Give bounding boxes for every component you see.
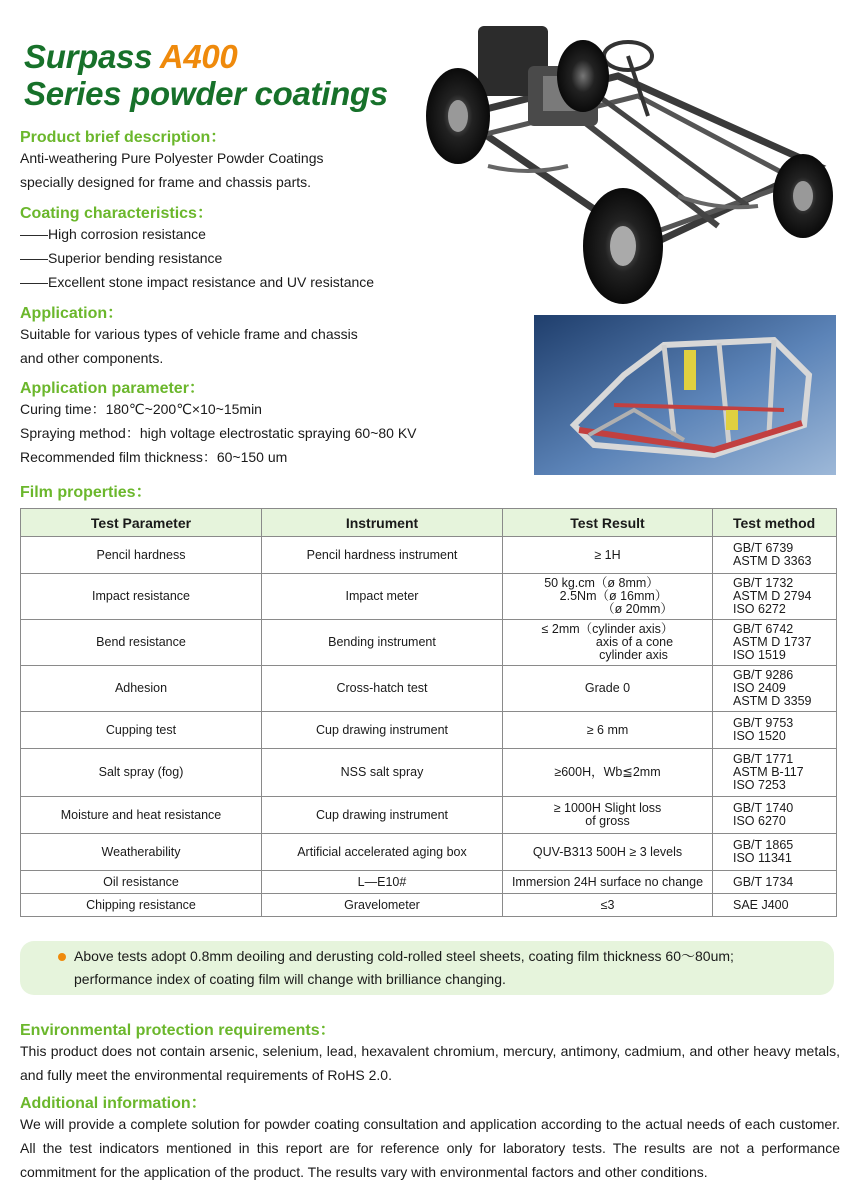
characteristic-item: ——Excellent stone impact resistance and UV resistance	[20, 274, 375, 290]
column-header: Test Parameter	[21, 509, 262, 537]
cell-instrument: Gravelometer	[262, 894, 503, 917]
brief-heading: Product brief description：	[20, 129, 227, 146]
title-model: A400	[159, 38, 238, 75]
cell-instrument: Impact meter	[262, 574, 503, 620]
environment-heading: Environmental protection requirements：	[20, 1022, 336, 1039]
cell-instrument: Cup drawing instrument	[262, 712, 503, 749]
brief-line: specially designed for frame and chassis parts.	[20, 174, 312, 190]
additional-text: We will provide a complete solution for powder coating consultation and application according to the actual needs of each customer. All the test indicators mentioned in this report are for reference only for laboratory tests. The results are not a performance commitment for the application of the product. The results vary with environmental factors and other conditions.	[20, 1116, 840, 1180]
column-header: Test Result	[503, 509, 713, 537]
table-row	[21, 894, 837, 917]
cell-instrument: Artificial accelerated aging box	[262, 834, 503, 871]
characteristic-item: ——Superior bending resistance	[20, 250, 223, 266]
cell-method: GB/T 1740 ISO 6270	[713, 797, 837, 834]
film-heading: Film properties：	[20, 484, 152, 501]
column-header: Instrument	[262, 509, 503, 537]
cell-result: ≥600H，Wb≦2mm	[503, 749, 713, 797]
cell-method: GB/T 1732 ASTM D 2794 ISO 6272	[713, 574, 837, 620]
cell-param: Weatherability	[21, 834, 262, 871]
parameters-text	[20, 397, 417, 469]
brief-text	[20, 146, 324, 194]
cell-instrument: Cup drawing instrument	[262, 797, 503, 834]
cell-instrument: NSS salt spray	[262, 749, 503, 797]
cell-method: GB/T 6739 ASTM D 3363	[713, 537, 837, 574]
test-note-box	[20, 941, 834, 995]
cell-result: ≤3	[503, 894, 713, 917]
bullet-icon	[58, 953, 66, 961]
application-text	[20, 322, 358, 370]
parameters-heading: Application parameter：	[20, 380, 205, 397]
table-row	[21, 537, 837, 574]
application-line: Suitable for various types of vehicle frame and chassis	[20, 326, 358, 342]
table-row	[21, 574, 837, 620]
page-title	[24, 38, 388, 112]
cell-method: GB/T 1734	[713, 871, 837, 894]
cell-result: 50 kg.cm（ø 8mm） 2.5Nm（ø 16mm） （ø 20mm）	[503, 574, 713, 620]
note-line: Above tests adopt 0.8mm deoiling and derusting cold-rolled steel sheets, coating film thickness 60～80um;	[74, 948, 734, 964]
film-properties-table	[20, 508, 837, 917]
cell-method: GB/T 1865 ISO 11341	[713, 834, 837, 871]
application-line: and other components.	[20, 350, 164, 366]
table-row	[21, 834, 837, 871]
cell-instrument: L—E10#	[262, 871, 503, 894]
cell-result: ≥ 6 mm	[503, 712, 713, 749]
cell-instrument: Pencil hardness instrument	[262, 537, 503, 574]
cell-method: GB/T 6742 ASTM D 1737 ISO 1519	[713, 620, 837, 666]
application-heading: Application：	[20, 305, 124, 322]
environment-text: This product does not contain arsenic, selenium, lead, hexavalent chromium, mercury, antimony, cadmium, and other heavy metals, and fully meet the environmental requirements of RoHS 2.0.	[20, 1043, 840, 1083]
cell-result: ≥ 1000H Slight loss of gross	[503, 797, 713, 834]
cell-instrument: Cross-hatch test	[262, 666, 503, 712]
cell-method: SAE J400	[713, 894, 837, 917]
cell-param: Chipping resistance	[21, 894, 262, 917]
cell-param: Impact resistance	[21, 574, 262, 620]
note-line: performance index of coating film will change with brilliance changing.	[74, 971, 506, 987]
cell-result: Immersion 24H surface no change	[503, 871, 713, 894]
parameter-line: Recommended film thickness：60~150 um	[20, 449, 288, 465]
cell-param: Oil resistance	[21, 871, 262, 894]
cell-method: GB/T 9286 ISO 2409 ASTM D 3359	[713, 666, 837, 712]
cell-method: GB/T 1771 ASTM B-117 ISO 7253	[713, 749, 837, 797]
table-header-row	[21, 509, 837, 537]
parameter-line: Spraying method：high voltage electrostatic spraying 60~80 KV	[20, 425, 417, 441]
cell-param: Cupping test	[21, 712, 262, 749]
table-row	[21, 797, 837, 834]
cell-param: Bend resistance	[21, 620, 262, 666]
title-prefix: Surpass	[24, 38, 160, 75]
characteristic-item: ——High corrosion resistance	[20, 226, 206, 242]
cell-instrument: Bending instrument	[262, 620, 503, 666]
cell-param: Adhesion	[21, 666, 262, 712]
table-row	[21, 712, 837, 749]
table-row	[21, 620, 837, 666]
cell-method: GB/T 9753 ISO 1520	[713, 712, 837, 749]
brief-line: Anti-weathering Pure Polyester Powder Coatings	[20, 150, 324, 166]
table-row	[21, 666, 837, 712]
column-header: Test method	[713, 509, 837, 537]
additional-heading: Additional information：	[20, 1095, 207, 1112]
cell-result: ≤ 2mm（cylinder axis） axis of a cone cylinder axis	[503, 620, 713, 666]
characteristics-heading: Coating characteristics：	[20, 205, 213, 222]
cell-param: Pencil hardness	[21, 537, 262, 574]
cell-result: Grade 0	[503, 666, 713, 712]
cell-result: ≥ 1H	[503, 537, 713, 574]
parameter-line: Curing time：180℃~200℃×10~15min	[20, 401, 262, 417]
cell-param: Salt spray (fog)	[21, 749, 262, 797]
table-row	[21, 749, 837, 797]
characteristics-list	[20, 222, 374, 294]
chassis-frame-image	[418, 16, 838, 312]
title-subtitle: Series powder coatings	[24, 75, 388, 112]
table-row	[21, 871, 837, 894]
cell-param: Moisture and heat resistance	[21, 797, 262, 834]
car-body-frame-image	[534, 315, 836, 475]
cell-result: QUV-B313 500H ≥ 3 levels	[503, 834, 713, 871]
